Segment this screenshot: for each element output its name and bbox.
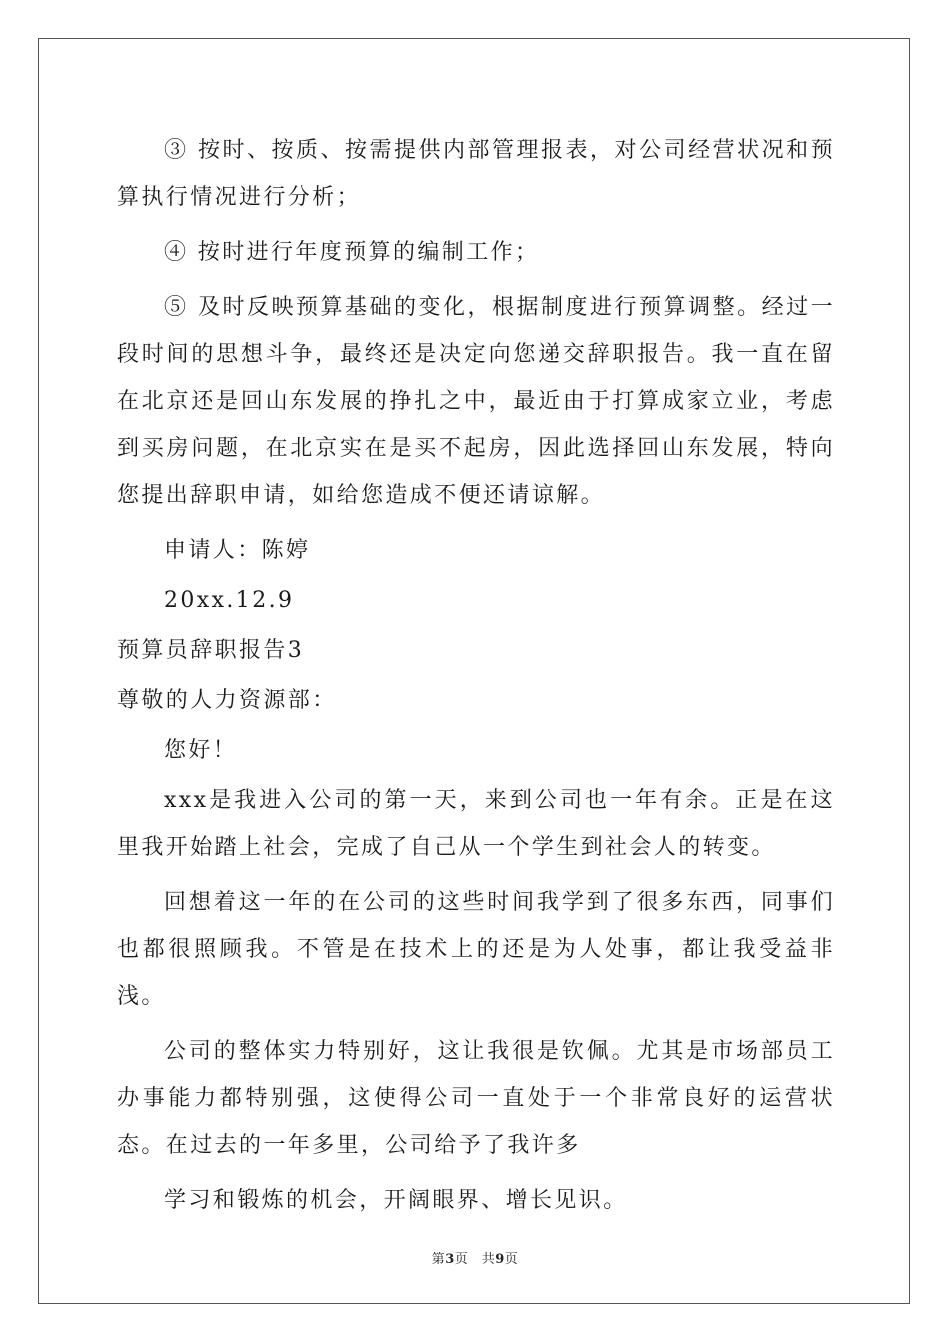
current-page-number: 3 — [445, 1252, 455, 1267]
footer-suffix: 页 — [504, 1252, 519, 1267]
document-body — [117, 127, 835, 1224]
total-page-number: 9 — [495, 1252, 505, 1267]
salutation: 尊敬的人力资源部： — [117, 688, 337, 713]
list-item-5: ⑤ 及时反映预算基础的变化，根据制度进行预算调整。经过一段时间的思想斗争，最终还是决定向您递交辞职报告。我一直在留在北京还是回山东发展的挣扎之中，最近由于打算成家立业，考虑到买房问题，在北京实在是买不起房，因此选择回山东发展，特向您提出辞职申请，如给您造成不便还请谅解。 — [117, 295, 835, 508]
footer-prefix: 第 — [431, 1252, 446, 1267]
page-footer — [0, 1248, 950, 1267]
list-item-4: ④ 按时进行年度预算的编制工作； — [164, 240, 540, 265]
section-title: 预算员辞职报告3 — [117, 638, 305, 663]
body-paragraph: xxx是我进入公司的第一天，来到公司也一年有余。正是在这里我开始踏上社会，完成了自己从一个学生到社会人的转变。 — [117, 788, 835, 860]
list-item-3: ③ 按时、按质、按需提供内部管理报表，对公司经营状况和预算执行情况进行分析； — [117, 138, 835, 210]
body-paragraph: 公司的整体实力特别好，这让我很是钦佩。尤其是市场部员工办事能力都特别强，这使得公司一直处于一个非常良好的运营状态。在过去的一年多里，公司给予了我许多 — [117, 1039, 835, 1158]
body-paragraph: 学习和锻炼的机会，开阔眼界、增长见识。 — [164, 1188, 628, 1213]
body-paragraph: 回想着这一年的在公司的这些时间我学到了很多东西，同事们也都很照顾我。不管是在技术上的还是为人处事，都让我受益非浅。 — [117, 890, 835, 1009]
footer-mid: 页 共 — [454, 1252, 496, 1267]
applicant-line: 申请人：陈婷 — [164, 538, 311, 563]
greeting: 您好！ — [164, 738, 238, 763]
date-line: 20xx.12.9 — [164, 588, 295, 613]
